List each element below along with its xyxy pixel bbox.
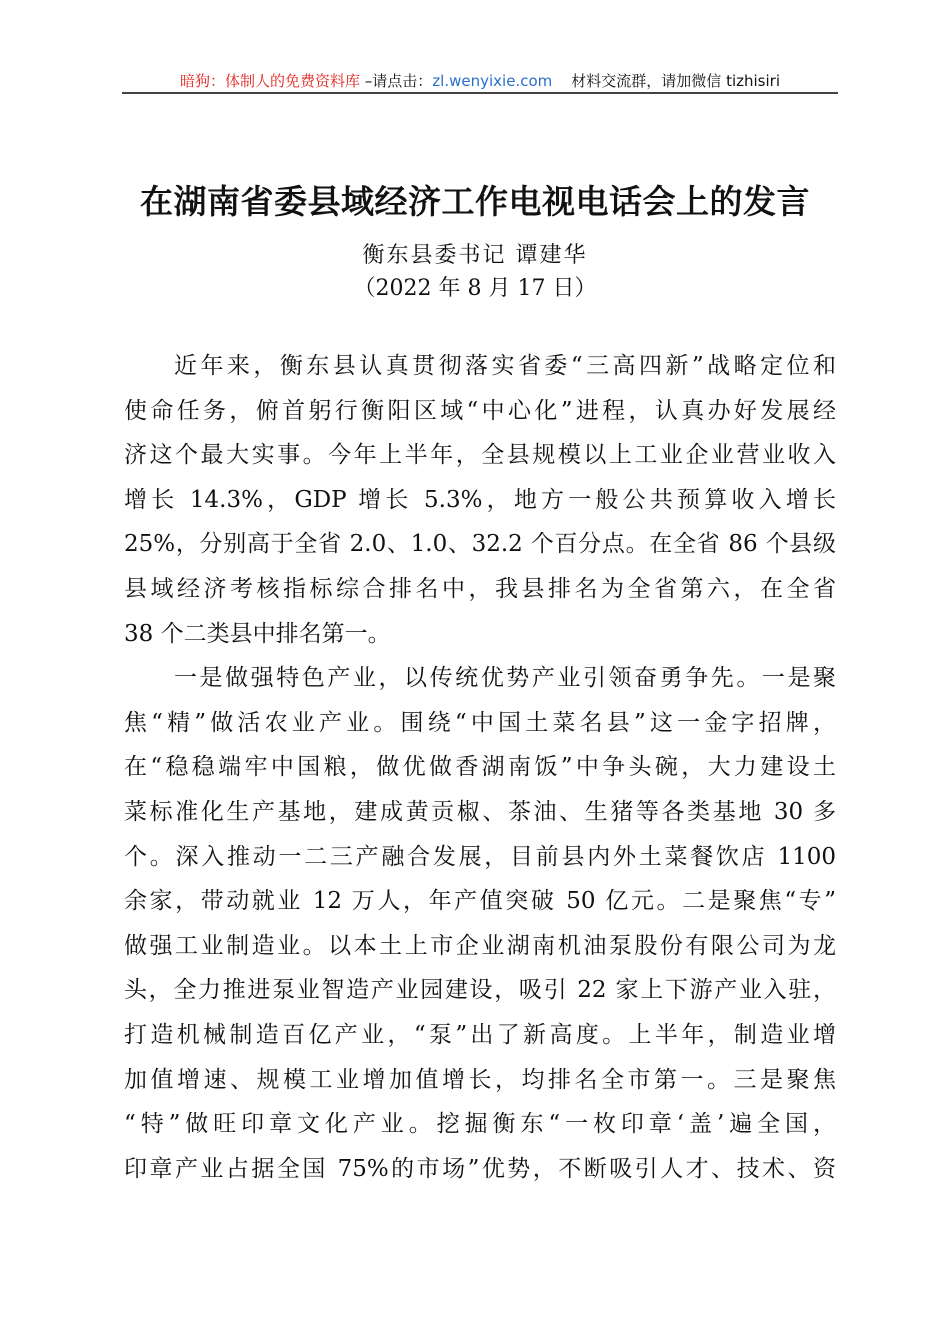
paragraph-line: 济这个最大实事。今年上半年，全县规模以上工业企业营业收入 bbox=[124, 442, 836, 469]
paragraph-line: 余家，带动就业 12 万人，年产值突破 50 亿元。二是聚焦“专” bbox=[124, 888, 836, 915]
paragraph-line: 增长 14.3%，GDP 增长 5.3%，地方一般公共预算收入增长 bbox=[124, 486, 836, 513]
promo-text: 暗狗：体制人的免费资料库 bbox=[180, 72, 361, 90]
author-line: 衡东县委书记 谭建华 bbox=[362, 243, 588, 268]
paragraph-line: 焦“精”做活农业产业。围绕“中国土菜名县”这一金字招牌， bbox=[124, 709, 836, 736]
promo-link[interactable]: zl.wenyixie.com bbox=[432, 72, 553, 90]
paragraph-line: 印章产业占据全国 75%的市场”优势，不断吸引人才、技术、资 bbox=[124, 1155, 836, 1182]
paragraph-line: 近年来，衡东县认真贯彻落实省委“三高四新”战略定位和 bbox=[174, 353, 836, 379]
paragraph-line: “特”做旺印章文化产业。挖掘衡东“一枚印章‘盖’遍全国， bbox=[124, 1111, 836, 1138]
paragraph-line: 个。深入推动一二三产融合发展，目前县内外土菜餐饮店 1100 bbox=[124, 843, 836, 870]
promo-wechat-text: 材料交流群，请加微信 tizhisiri bbox=[552, 72, 780, 90]
page-title: 在湖南省委县域经济工作电视电话会上的发言 bbox=[140, 182, 810, 221]
promo-click-text: –请点击： bbox=[360, 72, 433, 90]
paragraph-line: 使命任务，俯首躬行衡阳区域“中心化”进程，认真办好发展经 bbox=[124, 397, 836, 424]
promo-header bbox=[122, 70, 838, 92]
paragraph-line: 打造机械制造百亿产业，“泵”出了新高度。上半年，制造业增 bbox=[124, 1021, 836, 1048]
paragraph-line: 25%，分别高于全省 2.0、1.0、32.2 个百分点。在全省 86 个县级 bbox=[124, 531, 836, 558]
paragraph-line: 一是做强特色产业，以传统优势产业引领奋勇争先。一是聚 bbox=[174, 665, 836, 692]
header-divider bbox=[122, 92, 838, 94]
paragraph-line: 在“稳稳端牢中国粮，做优做香湖南饭”中争头碗，大力建设土 bbox=[124, 754, 836, 781]
paragraph-line: 县域经济考核指标综合排名中，我县排名为全省第六，在全省 bbox=[124, 575, 836, 602]
paragraph-line: 做强工业制造业。以本土上市企业湖南机油泵股份有限公司为龙 bbox=[124, 932, 836, 959]
paragraph-line: 头，全力推进泵业智造产业园建设，吸引 22 家上下游产业入驻， bbox=[124, 977, 836, 1004]
paragraph-line: 菜标准化生产基地，建成黄贡椒、茶油、生猪等各类基地 30 多 bbox=[124, 798, 836, 825]
date-line: （2022 年 8 月 17 日） bbox=[353, 276, 597, 301]
paragraph-line: 加值增速、规模工业增加值增长，均排名全市第一。三是聚焦 bbox=[124, 1066, 836, 1093]
document-body bbox=[124, 344, 836, 1191]
paragraph-line: 38 个二类县中排名第一。 bbox=[124, 620, 391, 647]
